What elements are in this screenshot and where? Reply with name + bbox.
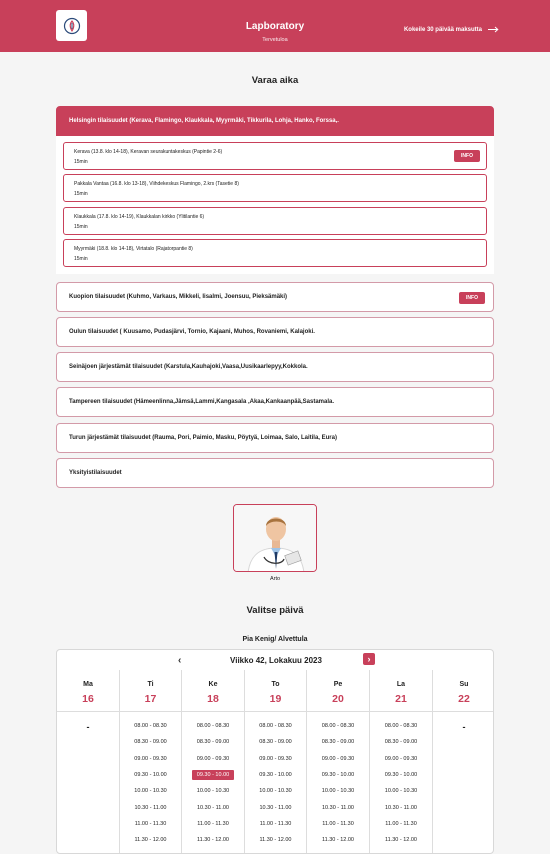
app-title: Lapboratory (245, 21, 305, 32)
day-name: Ti (147, 681, 154, 688)
session-item[interactable] (63, 142, 487, 170)
event-group-label: Oulun tilaisuudet ( Kuusamo, Pudasjärvi, Tornio, Kajaani, Muhos, Rovaniemi, Kalajoki. (69, 329, 315, 335)
event-group-label: Turun järjestämät tilaisuudet (Rauma, Pori, Paimio, Masku, Pöytyä, Loimaa, Salo, Laitila, Eura) (69, 435, 337, 441)
session-duration: 15min (74, 159, 88, 165)
week-calendar (56, 649, 494, 854)
event-group-seinajoki[interactable] (56, 352, 494, 382)
time-slot[interactable]: 08.30 - 09.00 (259, 739, 292, 746)
time-slot[interactable]: 09.30 - 10.00 (134, 772, 167, 779)
event-group-label: Helsingin tilaisuudet (Kerava, Flamingo, Klaukkala, Myyrmäki, Tikkurila, Lohja, Hanko, Forssa,. (69, 118, 339, 124)
event-group-label: Tampereen tilaisuudet (Hämeenlinna,Jämsä,Lammi,Kangasala ,Akaa,Kankaanpää,Sastamala. (69, 399, 334, 405)
trial-link[interactable] (404, 26, 499, 33)
time-slot[interactable]: 08.30 - 09.00 (134, 739, 167, 746)
time-slot[interactable]: 10.00 - 10.30 (134, 788, 167, 795)
chevron-right-icon[interactable]: › (363, 653, 375, 665)
time-slot[interactable]: 10.00 - 10.30 (384, 788, 418, 795)
day-column (306, 670, 369, 854)
time-slot[interactable]: 11.30 - 12.00 (384, 837, 417, 844)
time-slot[interactable]: 11.00 - 11.30 (134, 820, 167, 827)
time-slot[interactable]: 11.30 - 12.00 (196, 837, 229, 844)
time-slot[interactable]: 09.30 - 10.00 (321, 772, 355, 779)
trial-label: Kokeile 30 päivää maksutta (403, 26, 482, 33)
time-slot[interactable]: 11.00 - 11.30 (259, 820, 292, 827)
time-slot[interactable]: 10.30 - 11.00 (196, 804, 229, 811)
no-slots: - (462, 722, 466, 732)
day-number: 17 (144, 693, 157, 705)
time-slot-selected[interactable]: 09.30 - 10.00 (182, 767, 244, 783)
session-name: Myyrmäki (18.8. klo 14-18), Virtatalo (Rajatorpantie 8) (74, 246, 193, 252)
session-name: Klaukkala (17.8. klo 14-19), Klaukkalan kirkko (Ylitilantie 6) (74, 214, 205, 220)
time-slot[interactable]: 11.30 - 12.00 (134, 837, 167, 844)
day-number: 16 (82, 693, 94, 705)
time-slot[interactable]: 09.00 - 09.30 (196, 755, 230, 762)
time-slot[interactable]: 09.00 - 09.30 (134, 755, 167, 762)
day-number: 22 (458, 693, 470, 705)
event-group-helsinki[interactable] (56, 106, 494, 136)
time-slot[interactable]: 10.00 - 10.30 (321, 788, 355, 795)
session-name: Kerava (13.8. klo 14-18), Keravan seurakuntakeskus (Papintie 2-6) (74, 149, 223, 155)
time-slot[interactable]: 08.00 - 08.30 (134, 723, 167, 730)
time-slot[interactable]: 10.30 - 11.00 (321, 804, 354, 811)
day-number: 21 (395, 693, 407, 705)
app-subtitle: Tervetuloa (262, 37, 288, 43)
time-slot[interactable]: 11.00 - 11.30 (322, 820, 354, 827)
calendar-title: Valitse päivä (246, 605, 304, 616)
time-slot[interactable]: 11.00 - 11.30 (385, 820, 417, 827)
time-slot[interactable]: 10.30 - 11.00 (384, 804, 417, 811)
time-slot[interactable]: 10.00 - 10.30 (259, 788, 292, 795)
info-button[interactable]: INFO (454, 150, 480, 162)
session-name: Pakkala Vantaa (16.8. klo 13-18), Viihdekeskus Flamingo, 2.krs (Tasetie 8) (74, 181, 239, 187)
time-slot[interactable]: 08.00 - 08.30 (259, 723, 292, 730)
info-button[interactable]: INFO (459, 292, 485, 304)
time-slot[interactable]: 09.00 - 09.30 (384, 755, 418, 762)
no-slots: - (86, 722, 90, 732)
event-group-oulu[interactable] (56, 317, 494, 347)
staff-card[interactable] (233, 504, 317, 572)
time-slot[interactable]: 08.30 - 09.00 (384, 739, 418, 746)
day-name: La (396, 681, 406, 688)
time-slot[interactable]: 09.30 - 10.00 (259, 772, 292, 779)
session-duration: 15min (74, 224, 88, 230)
day-name: Ma (83, 681, 93, 688)
event-group-turku[interactable] (56, 423, 494, 453)
day-name: To (271, 681, 280, 688)
day-column (244, 670, 306, 854)
session-duration: 15min (74, 256, 88, 262)
time-slot[interactable]: 09.00 - 09.30 (259, 755, 292, 762)
arrow-right-icon (488, 26, 499, 33)
day-column (181, 670, 244, 854)
time-slot[interactable]: 08.00 - 08.30 (196, 723, 230, 730)
session-item[interactable] (63, 207, 487, 235)
session-item[interactable] (63, 239, 487, 267)
time-slot[interactable]: 09.30 - 10.00 (384, 772, 418, 779)
event-group-label: Yksityistilaisuudet (69, 470, 122, 476)
time-slot[interactable]: 10.30 - 11.00 (134, 804, 167, 811)
day-number: 20 (332, 693, 344, 705)
day-column (369, 670, 432, 854)
time-slot[interactable]: 09.00 - 09.30 (321, 755, 355, 762)
event-group-tampere[interactable] (56, 387, 494, 417)
day-column (119, 670, 181, 854)
time-slot[interactable]: 08.00 - 08.30 (321, 723, 355, 730)
day-number: 18 (207, 693, 219, 705)
time-slot[interactable]: 08.00 - 08.30 (384, 723, 418, 730)
doctor-avatar (234, 505, 317, 572)
time-slot[interactable]: 11.30 - 12.00 (321, 837, 354, 844)
day-name: Ke (208, 681, 218, 688)
session-item[interactable] (63, 174, 487, 202)
time-slot[interactable]: 10.00 - 10.30 (196, 788, 230, 795)
event-group-private[interactable] (56, 458, 494, 488)
day-column (432, 670, 494, 854)
time-slot[interactable]: 08.30 - 09.00 (196, 739, 230, 746)
event-group-label: Kuopion tilaisuudet (Kuhmo, Varkaus, Mikkeli, Iisalmi, Joensuu, Pieksämäki) (69, 294, 288, 300)
day-column (57, 670, 119, 854)
week-label: Viikko 42, Lokakuu 2023 (230, 656, 322, 665)
day-name: Pe (333, 681, 343, 688)
time-slot[interactable]: 10.30 - 11.00 (259, 804, 292, 811)
time-slot[interactable]: 11.30 - 12.00 (259, 837, 292, 844)
day-name: Su (459, 681, 469, 688)
time-slot[interactable]: 11.00 - 11.30 (197, 820, 229, 827)
session-duration: 15min (74, 191, 88, 197)
chevron-left-icon[interactable]: ‹ (178, 655, 182, 666)
event-group-helsinki-sessions (56, 136, 494, 274)
event-group-label: Seinäjoen järjestämät tilaisuudet (Karstula,Kauhajoki,Vaasa,Uusikaarlepyy,Kokkola. (69, 364, 308, 370)
staff-name: Arto (269, 576, 281, 582)
day-number: 19 (269, 693, 282, 705)
time-slot[interactable]: 08.30 - 09.00 (321, 739, 355, 746)
booking-title: Varaa aika (251, 75, 299, 86)
provider-name: Pia Kenig/ Alvettula (242, 636, 308, 643)
event-group-kuopio[interactable] (56, 282, 494, 312)
app-header (0, 0, 550, 52)
